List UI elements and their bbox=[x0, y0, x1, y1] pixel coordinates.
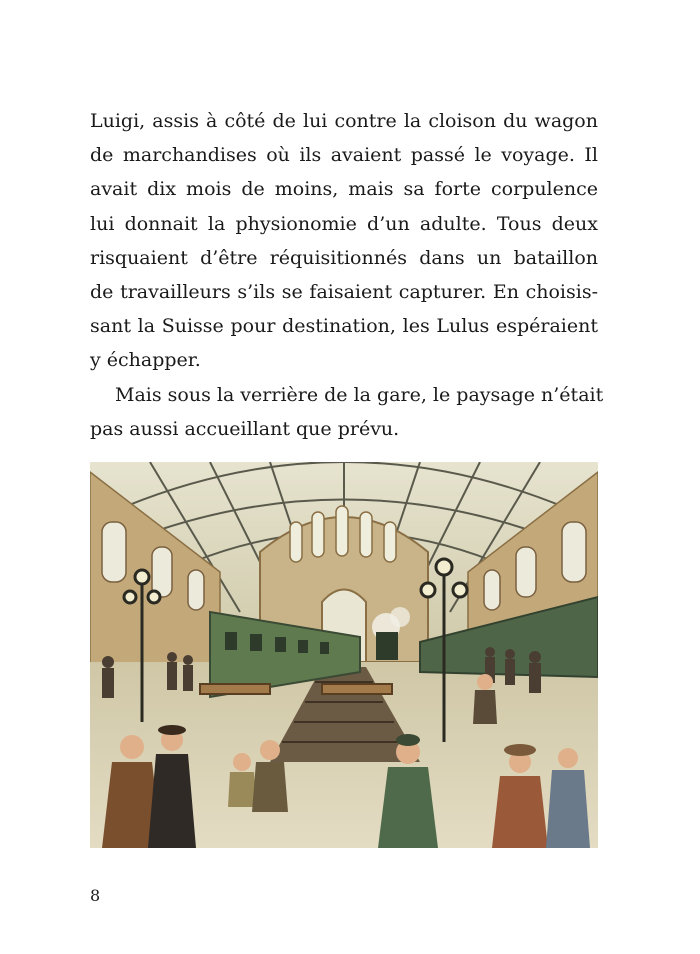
page-number: 8 bbox=[90, 886, 101, 905]
paragraph-2 bbox=[90, 378, 604, 446]
text-line: risquaient d’être réquisitionnés dans un bataillon bbox=[90, 246, 598, 269]
text-line: lui donnait la physionomie d’un adulte. Tous deux bbox=[90, 212, 598, 235]
body-text bbox=[90, 104, 604, 446]
text-line: avait dix mois de moins, mais sa forte corpulence bbox=[90, 178, 598, 201]
text-line: de marchandises où ils avaient passé le voyage. Il bbox=[90, 144, 598, 167]
text-line: sant la Suisse pour destination, les Lulus espéraient bbox=[90, 315, 598, 338]
train-station-illustration bbox=[90, 462, 598, 848]
text-line: de travailleurs s’ils se faisaient capturer. En choisis- bbox=[90, 281, 598, 304]
text-line: Luigi, assis à côté de lui contre la cloison du wagon bbox=[90, 110, 598, 132]
text-line: y échapper. bbox=[90, 349, 201, 372]
text-line: pas aussi accueillant que prévu. bbox=[90, 417, 400, 440]
illustration-svg bbox=[90, 462, 598, 848]
paragraph-1 bbox=[90, 104, 598, 378]
locomotive bbox=[376, 632, 398, 660]
text-line: Mais sous la verrière de la gare, le paysage n’était bbox=[115, 383, 604, 406]
